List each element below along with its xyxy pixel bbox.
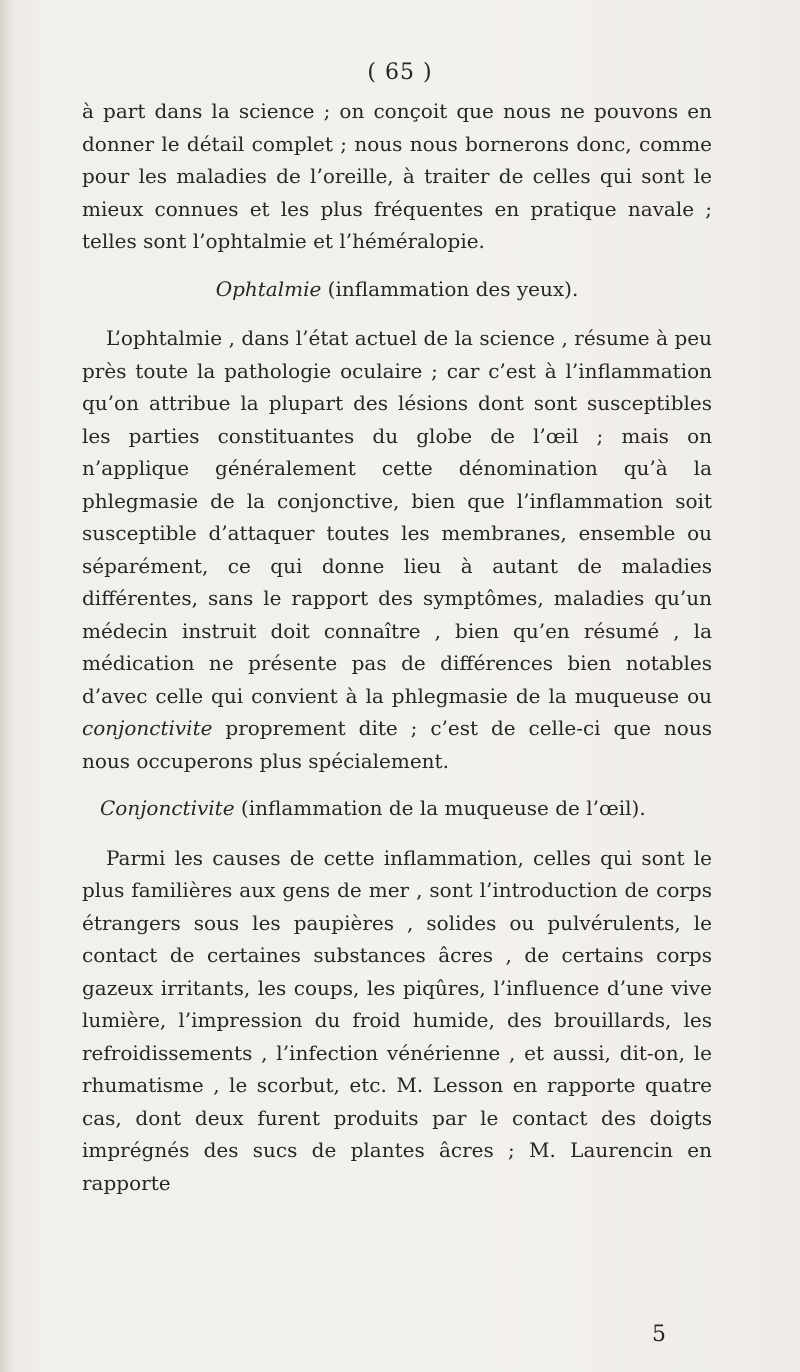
text-body (82, 95, 712, 1199)
heading-conjonctivite (82, 792, 712, 825)
signature-mark: 5 (652, 1322, 666, 1347)
page-gutter-shadow (0, 0, 14, 1372)
heading-ophtalmie-term: Ophtalmie (215, 276, 322, 301)
paragraph-ophtalmie-text: L’ophtalmie , dans l’état actuel de la science , résume à peu près toute la pathologie oculaire ; car c’est à l’inflammation qu’on attribue la plupart des lésions dont sont susceptibles les parties constituantes du globe de l’œil ; mais on n’applique généralement cette dénomination qu’à la phlegmasie de la conjonctive, bien que l’inflammation soit susceptible d’attaquer toutes les membranes, ensemble ou séparément, ce qui donne lieu à autant de maladies différentes, sans le rapport des symptômes, maladies qu’un médecin instruit doit connaître , bien qu’en résumé , la médication ne présente pas de différences bien notables d’avec celle qui convient à la phlegmasie de la muqueuse ou (82, 326, 712, 708)
heading-conjonctivite-gloss: (inflammation de la muqueuse de l’œil). (234, 796, 646, 820)
paragraph-intro: à part dans la science ; on conçoit que nous ne pouvons en donner le détail complet ; nous nous bornerons donc, comme pour les maladies de l’oreille, à traiter de celles qui sont le mieux connues et les plus fréquentes en pratique navale ; telles sont l’ophtalmie et l’héméralopie. (82, 99, 712, 253)
page-number: ( 65 ) (367, 60, 433, 85)
heading-ophtalmie-gloss: (inflammation des yeux). (321, 276, 579, 301)
paragraph-ophtalmie-end: proprement dite ; c’est de celle-ci que nous nous occuperons plus spécialement. (82, 716, 712, 773)
term-conjonctivite: conjonctivite (82, 716, 213, 740)
paragraph-ophtalmie (82, 322, 712, 777)
paragraph-causes: Parmi les causes de cette inflammation, celles qui sont le plus familières aux gens de mer , sont l’introduction de corps étrangers sous les paupières , solides ou pulvérulents, le contact de certaines substances âcres , de certains corps gazeux irritants, les coups, les piqûres, l’influence d’une vive lumière, l’impression du froid humide, des brouillards, les refroidissements , l’infection vénérienne , et aussi, dit-on, le rhumatisme , le scorbut, etc. M. Lesson en rapporte quatre cas, dont deux furent produits par le contact des doigts imprégnés des sucs de plantes âcres ; M. Laurencin en rapporte (82, 845, 712, 1195)
heading-ophtalmie (82, 273, 712, 306)
heading-conjonctivite-term: Conjonctivite (100, 796, 235, 820)
